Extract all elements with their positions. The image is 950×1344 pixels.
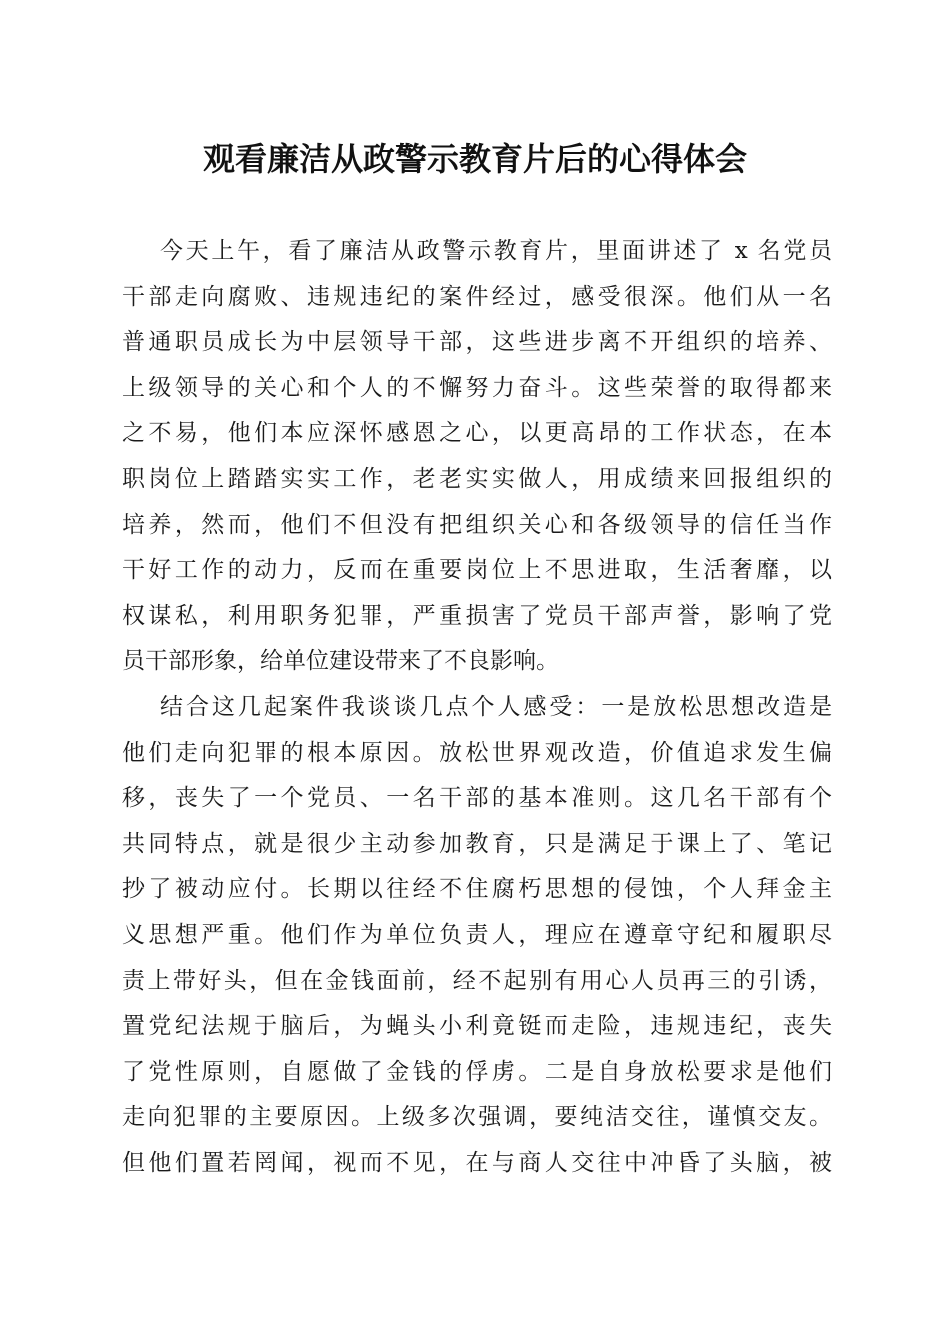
text-line: 之不易，他们本应深怀感恩之心，以更高昂的工作状态，在本 [122, 420, 832, 447]
text-line: 共同特点，就是很少主动参加教育，只是满足于课上了、笔记 [122, 830, 832, 857]
text-line: 走向犯罪的主要原因。上级多次强调，要纯洁交往，谨慎交友。 [122, 1104, 832, 1131]
paragraph-1 [122, 229, 832, 685]
text-line: 但他们置若罔闻，视而不见，在与商人交往中冲昏了头脑，被 [122, 1149, 832, 1176]
document-title: 观看廉洁从政警示教育片后的心得体会 [202, 140, 747, 178]
text-line: 普通职员成长为中层领导干部，这些进步离不开组织的培养、 [122, 329, 832, 356]
text-line: 培养，然而，他们不但没有把组织关心和各级领导的信任当作 [122, 511, 832, 538]
text-line: 义思想严重。他们作为单位负责人，理应在遵章守纪和履职尽 [122, 921, 832, 948]
text-line: 了党性原则，自愿做了金钱的俘虏。二是自身放松要求是他们 [122, 1058, 832, 1085]
text-line: 抄了被动应付。长期以往经不住腐朽思想的侵蚀，个人拜金主 [122, 876, 832, 903]
text-line: 干部走向腐败、违规违纪的案件经过，感受很深。他们从一名 [122, 283, 832, 310]
text-line: 干好工作的动力，反而在重要岗位上不思进取，生活奢靡，以 [122, 557, 832, 584]
text-line: 他们走向犯罪的根本原因。放松世界观改造，价值追求发生偏 [122, 739, 832, 766]
paragraph-2 [122, 685, 832, 1187]
text-line: 员干部形象，给单位建设带来了不良影响。 [122, 648, 559, 675]
text-line: 权谋私，利用职务犯罪，严重损害了党员干部声誉，影响了党 [122, 602, 832, 629]
document-body [122, 229, 832, 1186]
text-line: 置党纪法规于脑后，为蝇头小利竟铤而走险，违规违纪，丧失 [122, 1013, 832, 1040]
text-line: 移，丧失了一个党员、一名干部的基本准则。这几名干部有个 [122, 785, 832, 812]
text-line: 今天上午，看了廉洁从政警示教育片，里面讲述了 x 名党员 [160, 238, 832, 264]
text-line: 职岗位上踏踏实实工作，老老实实做人，用成绩来回报组织的 [122, 465, 832, 492]
text-line: 结合这几起案件我谈谈几点个人感受：一是放松思想改造是 [160, 693, 832, 720]
text-line: 责上带好头，但在金钱面前，经不起别有用心人员再三的引诱， [122, 967, 832, 994]
text-line: 上级领导的关心和个人的不懈努力奋斗。这些荣誉的取得都来 [122, 374, 832, 401]
